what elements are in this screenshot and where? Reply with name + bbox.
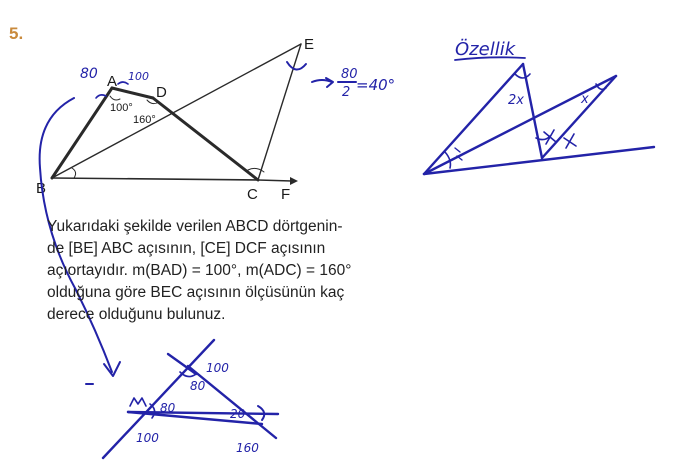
- ray-cf: [258, 180, 292, 181]
- sketch-arc-left: [445, 152, 450, 168]
- question-line-5: derece olduğunu bulunuz.: [47, 306, 226, 323]
- ray-f-arrow: [290, 177, 298, 185]
- note-100: 100: [128, 70, 149, 83]
- point-d-label: D: [156, 84, 167, 101]
- point-e-label: E: [304, 36, 315, 53]
- sketch-x-mark-1: [544, 130, 556, 144]
- angle-adc-label: 160°: [133, 114, 156, 126]
- segment-ad: [112, 88, 153, 98]
- arrow-to-half: [312, 78, 333, 87]
- angle-bad-label: 100°: [110, 102, 133, 114]
- question-line-3: açıortayıdır. m(BAD) = 100°, m(ADC) = 160°: [47, 262, 352, 279]
- tri-160: 160: [236, 441, 259, 455]
- point-f-label: F: [281, 186, 291, 203]
- sketch-tick-left-1: [455, 148, 460, 152]
- geometry-figure: [36, 36, 314, 203]
- point-b-label: B: [36, 180, 47, 197]
- half-fraction-num: 80: [341, 67, 358, 82]
- question-line-4: olduğuna göre BEC açısının ölçüsünün kaç: [47, 284, 345, 301]
- angle-arc-a: [110, 96, 120, 100]
- tri-100-bottom: 100: [136, 431, 159, 445]
- point-c-label: C: [247, 186, 258, 203]
- segment-ab: [52, 88, 112, 178]
- sketch-x-mark-2: [564, 134, 576, 148]
- tri-mark-m: [130, 398, 146, 406]
- half-result: =40°: [356, 76, 396, 94]
- question-line-2: de [BE] ABC açısının, [CE] DCF açısının: [47, 240, 326, 257]
- point-a-label: A: [107, 73, 118, 90]
- half-fraction-den: 2: [342, 85, 351, 100]
- long-curve-arrowhead: [104, 362, 120, 376]
- question-text: [47, 216, 427, 326]
- prop-2x: 2x: [508, 93, 524, 108]
- note-80: 80: [80, 66, 98, 82]
- property-title: Özellik: [455, 39, 516, 60]
- segment-dc: [153, 98, 258, 180]
- segment-be: [52, 44, 301, 178]
- tri-80-left: 80: [160, 401, 176, 415]
- sketch-left-line: [424, 64, 523, 174]
- angle-mark-a-right: [118, 82, 128, 84]
- question-line-1: Yukarıdaki şekilde verilen ABCD dörtgenin-: [47, 218, 343, 235]
- tri-right-line: [188, 366, 276, 438]
- sketch-arc-top: [515, 74, 530, 78]
- bottom-triangle-sketch: [103, 340, 278, 458]
- segment-bc: [52, 178, 258, 180]
- question-number: 5.: [9, 24, 24, 43]
- property-sketch: [424, 38, 654, 174]
- tri-20: 20: [230, 407, 246, 421]
- hook-mark-e: [287, 62, 306, 70]
- prop-x: x: [581, 92, 589, 107]
- angle-arc-b: [72, 168, 76, 178]
- tri-80-top: 80: [190, 379, 206, 393]
- tri-100-top: 100: [206, 361, 229, 375]
- sketch-long-line: [424, 76, 616, 174]
